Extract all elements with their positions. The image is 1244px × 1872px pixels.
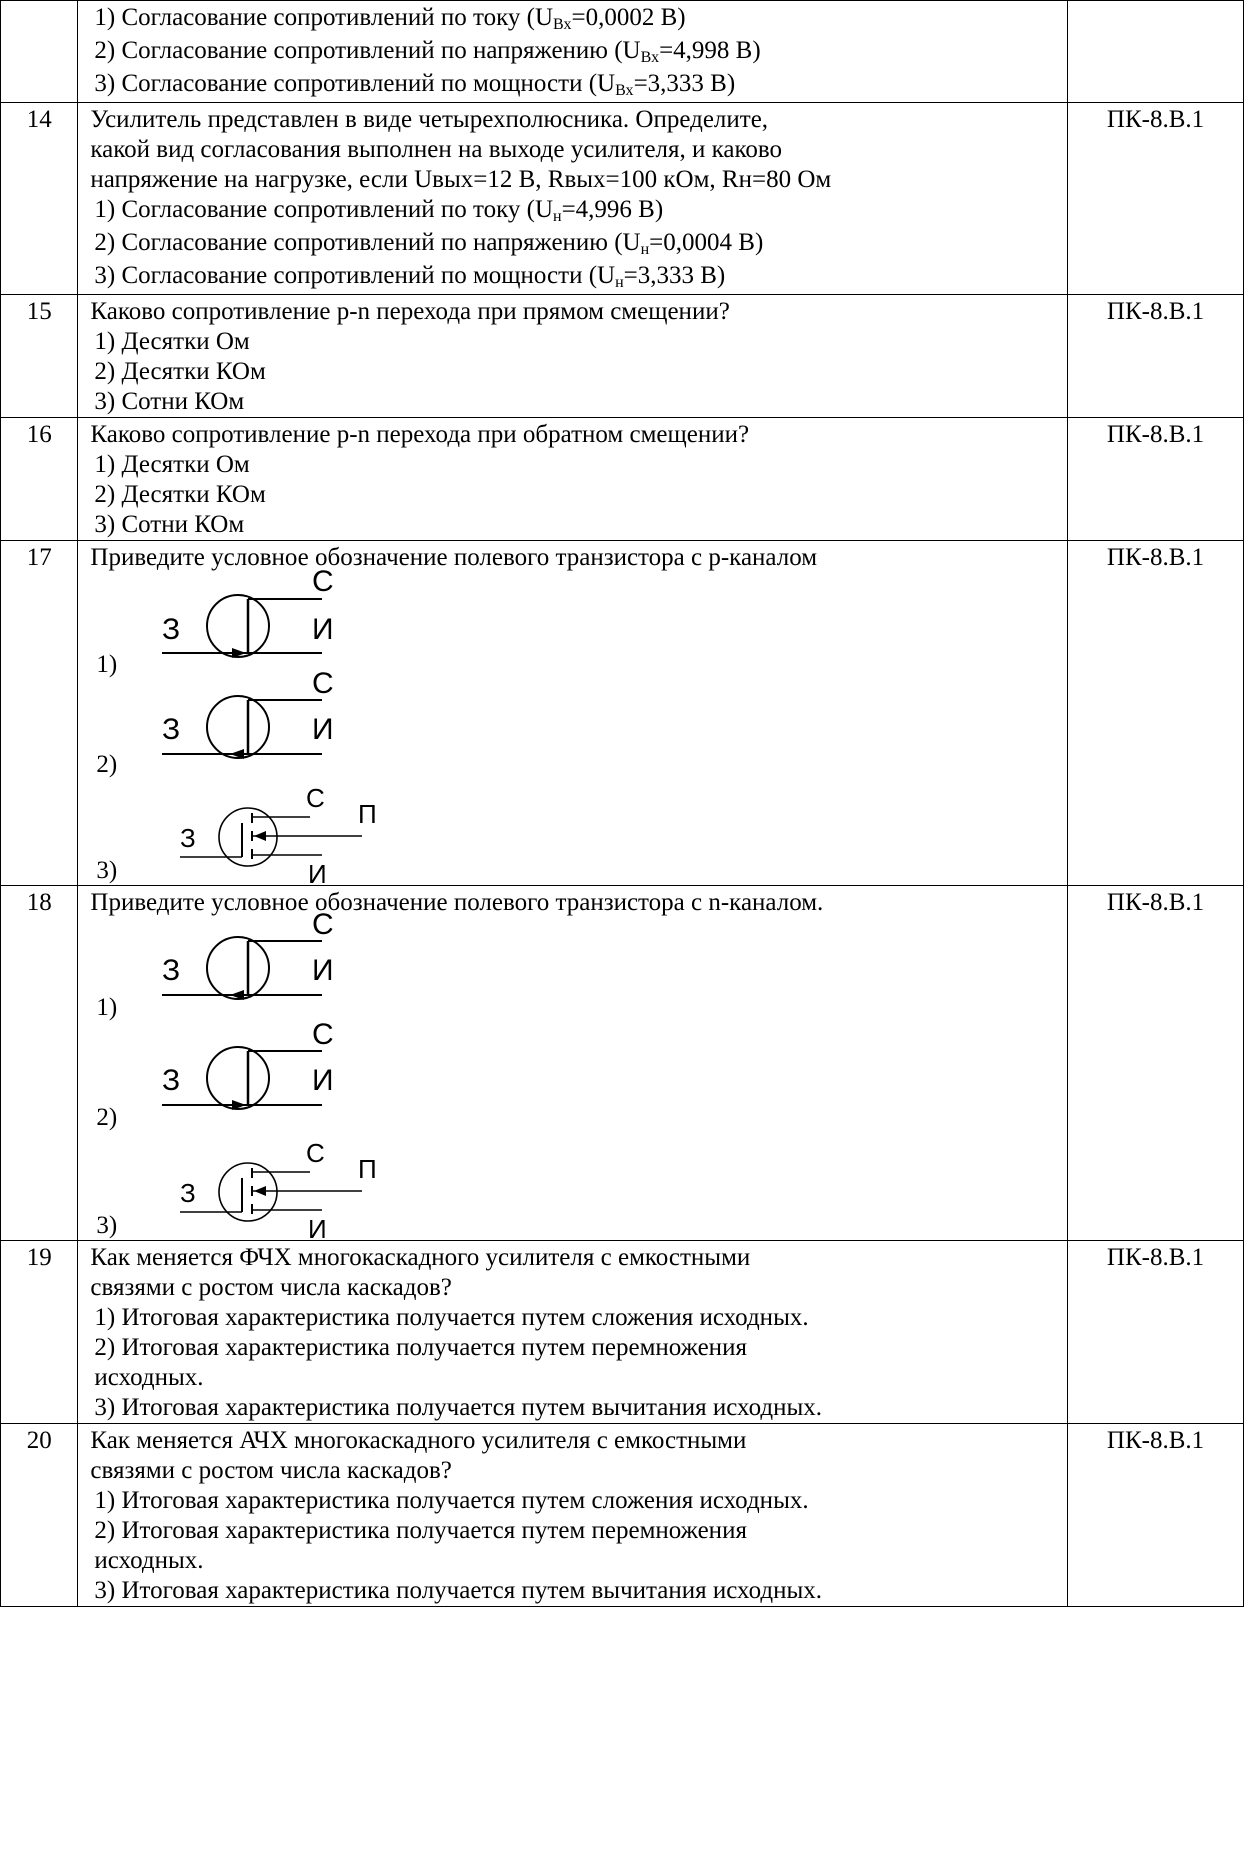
question-text: Как меняется АЧХ многокаскадного усилителя с емкостными [90,1427,747,1454]
question-cell [78,418,1068,541]
table-row [1,295,1244,418]
source-label: И [312,613,334,646]
answer-option: 1) Итоговая характеристика получается путем сложения исходных. [94,1487,809,1514]
gate-label: З [162,613,181,646]
gate-label: З [180,823,197,853]
source-label: И [312,1064,334,1097]
row-number: 14 [1,103,78,295]
question-text: связями с ростом числа каскадов? [90,1274,452,1301]
option-label: 1) [96,994,118,1021]
option-label: 2) [96,751,118,778]
question-text: Усилитель представлен в виде четырехполюсника. Определите, [90,106,769,133]
substrate-label: П [358,799,378,829]
question-text: Каково сопротивление p-n перехода при прямом смещении? [90,298,730,325]
competence-code: ПК-8.В.1 [1068,1241,1244,1424]
answer-option: исходных. [94,1364,204,1391]
drain-label: С [306,1138,326,1168]
answer-option: 2) Десятки КОм [94,481,266,508]
question-cell [78,886,1068,1244]
competence-code: ПК-8.В.1 [1068,295,1244,418]
answer-option: 2) Итоговая характеристика получается путем перемножения [94,1334,747,1361]
option-label: 3) [96,857,118,884]
answer-option: 3) Итоговая характеристика получается путем вычитания исходных. [94,1394,823,1421]
answer-option: 3) Сотни КОм [94,511,245,538]
option-label: 1) [96,651,118,678]
table-row [1,1241,1244,1424]
answer-option: 1) Согласование сопротивлений по току (UВх=0,0002 В) [94,4,686,33]
row-number: 18 [1,886,78,1241]
question-text: Приведите условное обозначение полевого транзистора с p-каналом [90,544,818,571]
row-number: 19 [1,1241,78,1424]
option-label: 2) [96,1104,118,1131]
answer-option: 1) Согласование сопротивлений по току (Uн=4,996 В) [94,196,664,225]
answer-option: 2) Согласование сопротивлений по напряжению (UВх=4,998 В) [94,37,761,66]
fet-symbol-diagram [90,667,490,779]
transistor-circle [207,595,269,657]
answer-option [90,1132,1061,1244]
answer-option: исходных. [94,1547,204,1574]
question-text: Приведите условное обозначение полевого транзистора с n-каналом. [90,889,824,916]
table-row [1,418,1244,541]
competence-code: ПК-8.В.1 [1068,418,1244,541]
answer-option: 3) Итоговая характеристика получается путем вычитания исходных. [94,1577,823,1604]
table-row [1,1,1244,103]
question-cell [78,1424,1068,1607]
answer-option: 3) Сотни КОм [94,388,245,415]
transistor-circle [207,1047,269,1109]
transistor-circle [207,696,269,758]
row-number-cell [1,1,78,103]
fet-symbol-diagram [90,565,490,679]
question-cell [78,295,1068,418]
question-text: Как меняется ФЧХ многокаскадного усилителя с емкостными [90,1244,751,1271]
competence-code: ПК-8.В.1 [1068,886,1244,1241]
answer-option [90,1018,1061,1132]
competence-code: ПК-8.В.1 [1068,1424,1244,1607]
gate-label: З [162,954,181,987]
table-row [1,541,1244,886]
answer-option: 3) Согласование сопротивлений по мощности (UВх=3,333 В) [94,70,736,99]
answer-option [90,667,1061,779]
row-number: 15 [1,295,78,418]
gate-label: З [180,1178,197,1208]
drain-label: С [312,1018,335,1051]
answer-option: 1) Десятки Ом [94,328,250,355]
source-label: И [312,954,334,987]
drain-label: С [306,783,326,813]
question-text: какой вид согласования выполнен на выходе усилителя, и каково [90,136,783,163]
drain-label: С [312,667,335,700]
row-number: 20 [1,1424,78,1607]
source-label: И [312,713,334,746]
answer-option: 2) Десятки КОм [94,358,266,385]
substrate-label: П [358,1154,378,1184]
table-row [1,103,1244,295]
question-cell [78,1241,1068,1424]
answer-option [90,565,1061,679]
drain-label: С [312,908,335,941]
answer-option: 1) Десятки Ом [94,451,250,478]
table-row [1,1424,1244,1607]
source-label: И [308,1214,328,1244]
question-text: связями с ростом числа каскадов? [90,1457,452,1484]
question-text: Каково сопротивление p-n перехода при обратном смещении? [90,421,750,448]
competence-code: ПК-8.В.1 [1068,103,1244,295]
transistor-circle [207,937,269,999]
question-cell [78,541,1068,889]
mosfet-symbol-diagram [90,779,490,889]
question-text: напряжение на нагрузке, если Uвых=12 В, Rвых=100 кОм, Rн=80 Ом [90,166,832,193]
row-number: 17 [1,541,78,886]
question-cell [78,103,1068,295]
arrow-left-icon [254,1186,266,1196]
competence-code: ПК-8.В.1 [1068,541,1244,886]
answer-option: 2) Итоговая характеристика получается путем перемножения [94,1517,747,1544]
mosfet-symbol-diagram [90,1132,490,1244]
answer-option: 3) Согласование сопротивлений по мощности (Uн=3,333 В) [94,262,726,291]
table-row [1,886,1244,1241]
arrow-left-icon [254,831,266,841]
gate-label: З [162,1064,181,1097]
option-label: 3) [96,1212,118,1239]
competence-code-cell [1068,1,1244,103]
answer-option: 1) Итоговая характеристика получается путем сложения исходных. [94,1304,809,1331]
drain-label: С [312,565,335,598]
source-label: И [308,859,328,889]
fet-symbol-diagram [90,1018,490,1132]
answer-option [90,908,1061,1022]
fet-symbol-diagram [90,908,490,1022]
question-cell [78,1,1068,103]
gate-label: З [162,713,181,746]
answer-option [90,779,1061,889]
row-number: 16 [1,418,78,541]
answer-option: 2) Согласование сопротивлений по напряжению (Uн=0,0004 В) [94,229,764,258]
